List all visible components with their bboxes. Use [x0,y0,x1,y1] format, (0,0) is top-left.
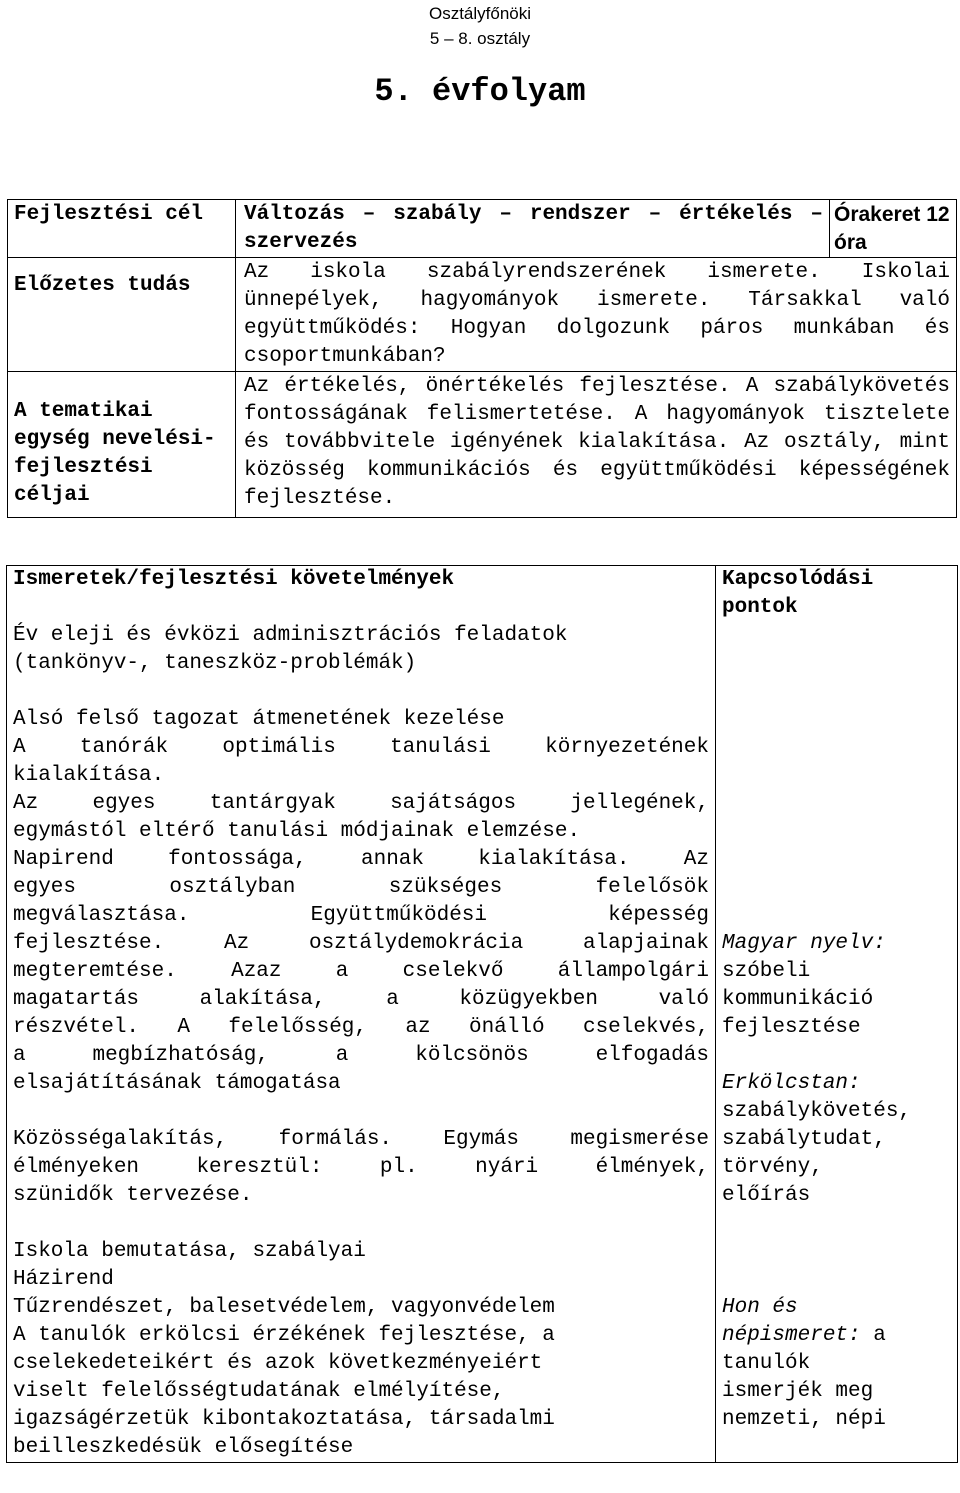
link-ethics [722,1070,951,1210]
requirements-column [7,566,716,1463]
hours-label: Órakeret 12 óra [830,200,957,258]
aims-label: A tematikai egység nevelési-fejlesztési céljai [8,372,236,518]
school-rules-block [13,1238,709,1462]
text-line: megteremtése. Azaz a cselekvő állampolgári [13,960,709,983]
text-line: viselt felelősségtudatának elmélyítése, [13,1380,505,1403]
link-text-line: szóbeli [722,960,811,983]
text-line: beilleszkedésük elősegítése [13,1436,354,1459]
link-text-line: előírás [722,1184,811,1207]
link-hungarian [722,930,951,1042]
unit-summary-table [7,199,957,518]
aims-value: Az értékelés, önértékelés fejlesztése. A szabálykövetés fontosságának felismertetése. A hagyományok tisztelete és továbbvitele igényének kialakítása. Az osztály, mint közösség kommunikációs és együttműködési képességének fejlesztése. [236,372,957,518]
link-text-line: kommunikáció [722,988,874,1011]
text-line: részvétel. A felelősség, az önálló cselekvés, [13,1016,709,1039]
prior-knowledge-value: Az iskola szabályrendszerének ismerete. Iskolai ünnepélyek, hagyományok ismerete. Társakkal való együttműködés: Hogyan dolgozunk páros munkában és csoportmunkában? [236,258,957,372]
text-line: a megbízhatóság, a kölcsönös elfogadás [13,1044,709,1067]
text-line: A tanulók erkölcsi érzékének fejlesztése, a [13,1324,555,1347]
header-line-1: Osztályfőnöki [428,4,532,23]
text-line: Napirend fontossága, annak kialakítása. Az [13,848,709,871]
community-block [13,1126,709,1210]
link-text-line: ismerjék meg [722,1380,874,1403]
text-line: igazságérzetük kibontakoztatása, társadalmi [13,1408,555,1431]
admin-tasks-block: Év eleji és évközi adminisztrációs feladatok (tankönyv-, taneszköz-problémák) [13,624,568,675]
text-line: megválasztása. Együttműködési képesség [13,904,709,927]
text-line: magatartás alakítása, a közügyekben való [13,988,709,1011]
link-folklore [722,1294,951,1434]
requirements-table [6,565,958,1463]
links-header: Kapcsolódási pontok [722,568,874,619]
page-title: 5. évfolyam [374,73,586,110]
text-line: Közösségalakítás, formálás. Egymás megismerése [13,1128,709,1151]
text-line: Iskola bemutatása, szabályai [13,1240,366,1263]
text-line: kialakítása. [13,764,165,787]
text-line: szünidők tervezése. [13,1184,253,1207]
link-text-inline: a [860,1324,886,1347]
link-subject: Erkölcstan: [722,1072,861,1095]
transition-block [13,706,709,1098]
text-line: A tanórák optimális tanulási környezetének [13,736,709,759]
running-header [0,0,960,51]
link-text-line: törvény, [722,1156,823,1179]
text-line: cselekedeteikért és azok következményeiért [13,1352,543,1375]
text-line: elsajátításának támogatása [13,1072,341,1095]
header-line-2: 5 – 8. osztály [429,29,531,48]
link-text-line: szabálytudat, [722,1128,886,1151]
text-line: Alsó felső tagozat átmenetének kezelése [13,708,505,731]
link-text-line: fejlesztése [722,1016,861,1039]
link-text-line: nemzeti, népi [722,1408,886,1431]
text-line: Házirend [13,1268,114,1291]
text-line: Tűzrendészet, balesetvédelem, vagyonvédelem [13,1296,555,1319]
text-line: fejlesztése. Az osztálydemokrácia alapjainak [13,932,709,955]
links-column [716,566,958,1463]
link-subject: Magyar nyelv: [722,932,886,955]
goal-value: Változás – szabály – rendszer – értékelés – szervezés [236,200,830,258]
text-line: Az egyes tantárgyak sajátságos jellegének, [13,792,709,815]
goal-label: Fejlesztési cél [8,200,236,258]
text-line: egyes osztályban szükséges felelősök [13,876,709,899]
requirements-header: Ismeretek/fejlesztési követelmények [13,568,455,591]
prior-knowledge-label: Előzetes tudás [8,258,236,372]
link-text-line: szabálykövetés, [722,1100,912,1123]
link-text-line: tanulók [722,1352,811,1375]
text-line: egymástól eltérő tanulási módjainak elemzése. [13,820,581,843]
link-subject: népismeret: [722,1324,861,1347]
link-subject: Hon és [722,1296,798,1319]
text-line: élményeken keresztül: pl. nyári élmények, [13,1156,709,1179]
